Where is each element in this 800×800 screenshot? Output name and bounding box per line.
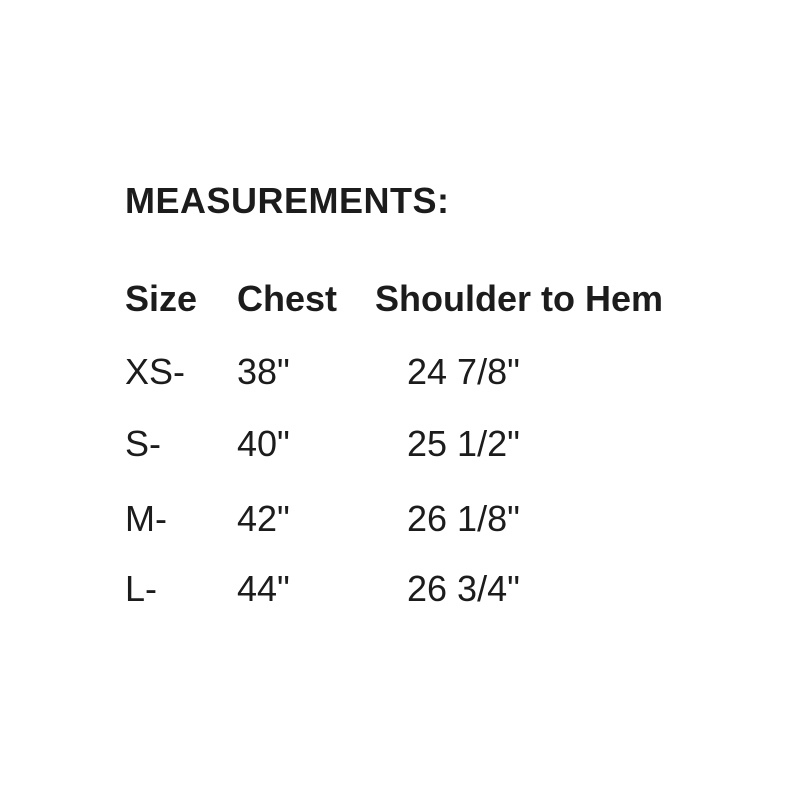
shoulder-to-hem-value: 26 3/4" bbox=[407, 568, 520, 609]
chest-value: 40" bbox=[237, 423, 290, 464]
chest-value: 38" bbox=[237, 351, 290, 392]
column-header-shoulder-to-hem: Shoulder to Hem bbox=[375, 278, 664, 319]
table-row-s bbox=[0, 424, 800, 468]
table-row-l bbox=[0, 569, 800, 613]
column-header-size: Size bbox=[125, 278, 198, 319]
size-value: S- bbox=[125, 423, 161, 464]
measurements-title: MEASUREMENTS: bbox=[125, 180, 450, 221]
table-row-xs bbox=[0, 352, 800, 396]
table-header-row bbox=[0, 279, 800, 323]
table-row-m bbox=[0, 499, 800, 543]
size-value: M- bbox=[125, 498, 167, 539]
shoulder-to-hem-value: 26 1/8" bbox=[407, 498, 520, 539]
chest-value: 42" bbox=[237, 498, 290, 539]
column-header-chest: Chest bbox=[237, 278, 338, 319]
shoulder-to-hem-value: 25 1/2" bbox=[407, 423, 520, 464]
size-value: XS- bbox=[125, 351, 186, 392]
chest-value: 44" bbox=[237, 568, 290, 609]
size-value: L- bbox=[125, 568, 158, 609]
shoulder-to-hem-value: 24 7/8" bbox=[407, 351, 520, 392]
